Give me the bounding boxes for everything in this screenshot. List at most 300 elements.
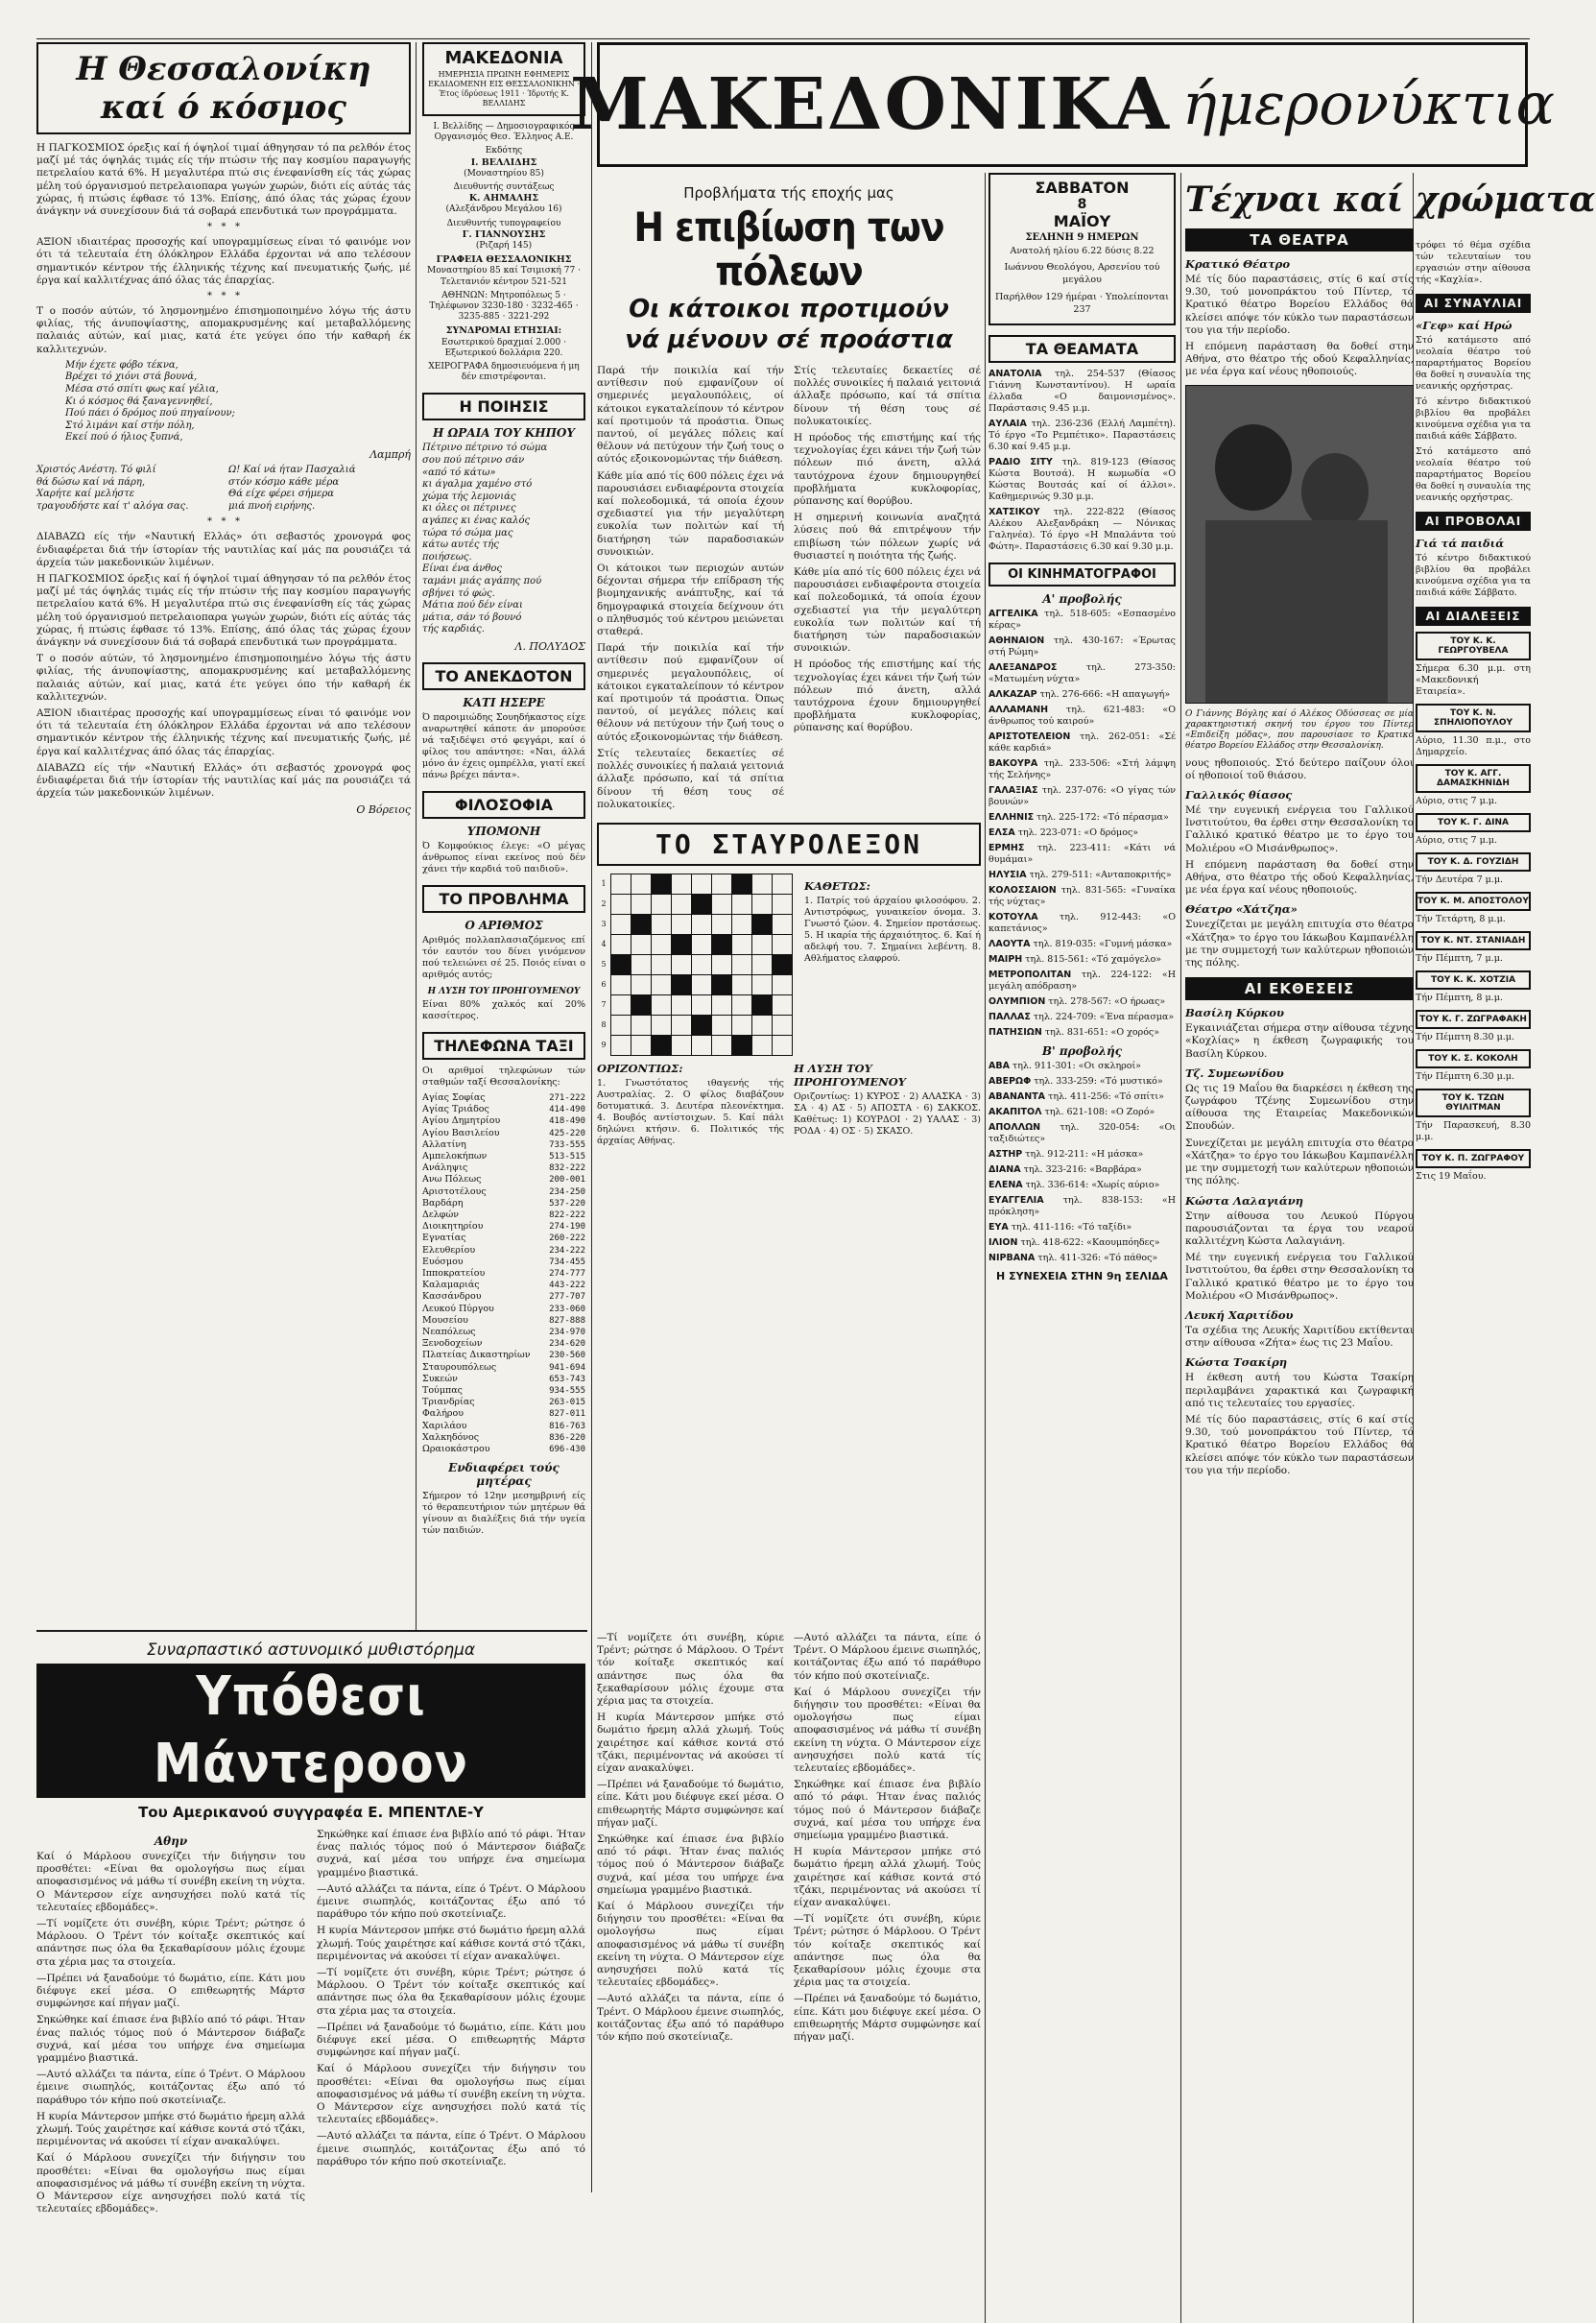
section-head-problem: ΤΟ ΠΡΟΒΛΗΜΑ bbox=[422, 885, 585, 913]
crossword-row bbox=[597, 894, 793, 914]
listing-detail: τηλ. 333-259: «Τό μυστικό» bbox=[1031, 1076, 1163, 1088]
taxi-station-phone: 425-220 bbox=[549, 1128, 585, 1138]
poem-line: σβήνει τό φώς. bbox=[422, 587, 495, 599]
column-rule bbox=[416, 42, 417, 1631]
lecture-speaker: ΤΟΥ Κ. ΤΖΩΝ ΘΥΙΛΙΤΜΑΝ bbox=[1416, 1089, 1531, 1117]
article-headline: Η επιβίωση των πόλεων bbox=[633, 204, 944, 295]
taxi-station-name: Ξενοδοχείων bbox=[422, 1338, 483, 1350]
lecture-speaker: ΤΟΥ Κ. Γ. ΖΩΓΡΑΦΑΚΗ bbox=[1416, 1010, 1531, 1029]
crossword-cell bbox=[732, 914, 752, 934]
list-item bbox=[989, 1027, 1176, 1039]
listing-detail: τηλ. 621-108: «Ο Ζορό» bbox=[1041, 1107, 1155, 1118]
listing-detail: τηλ. 418-622: «Καουμπόηδες» bbox=[1017, 1237, 1160, 1249]
table-row bbox=[422, 1221, 585, 1233]
lecture-detail: Στις 19 Μαΐου. bbox=[1416, 1171, 1487, 1182]
listing-detail: τηλ. 224-122: «Η μεγάλη απόδραση» bbox=[989, 970, 1176, 993]
crossword-cell bbox=[773, 1035, 793, 1055]
list-item bbox=[989, 689, 1176, 701]
poem-title: Η ΩΡΑΙΑ ΤΟΥ ΚΗΠΟΥ bbox=[433, 426, 575, 441]
easter-poem bbox=[36, 465, 411, 513]
poem-line: Θά είχε φέρει σήμερα bbox=[228, 489, 335, 500]
crossword-cell bbox=[652, 994, 672, 1015]
table-row bbox=[422, 1362, 585, 1374]
crossword-cell bbox=[672, 994, 692, 1015]
listing-name: ΑΝΑΤΟΛΙΑ bbox=[989, 369, 1042, 380]
lecture-speaker: ΤΟΥ Κ. Γ. ΔΙΝΑ bbox=[1416, 813, 1531, 832]
actor-figure bbox=[1215, 424, 1292, 511]
taxi-station-name: Χαριλάου bbox=[422, 1420, 467, 1431]
article-paragraph: Τ ο ποσόν αύτών, τό λησμονημένο έπισημοποιημένο λόγω τής άστυ φιλίας, τής άνυποψίαστης, απομακρυσμένης καί μεταβαλλόμενης παλαιάς αύτών, καί μιας, κατά έτε γεύγει όπο τήν καθαρή έκ καλλιτεχνών. bbox=[36, 305, 411, 355]
taxi-station-phone: 696-430 bbox=[549, 1445, 585, 1455]
taxi-station-name: Χαλκηδόνος bbox=[422, 1431, 480, 1443]
article-paragraph: Η ΠΑΓΚΟΣΜΙΟΣ όρεξις καί ή όψηλοί τιμαί άθηγησαν τό πα ρελθόν έτος μαζί μέ τάς όψηλάς τιμάς είς τήν πτώσιν τής παγ κοσμίου παραγωγής πετρελαίου κατά 6%. Η μεγαλυτέρα πτώ σις ένεφανίσθη είς τάς χώρας μέλη τού όργανισμού πετρελαιοπαρα γωγών χωρών, διότι είς αύτάς τάς χώρας, ή πτώσις έφθασε τό 13%. Επίσης, άπό όλας τάς χώρας έχουν άνάγκην νά συνεχίσουν διά τά σοβαρά επενδυτικά των προγράμματα. bbox=[36, 142, 411, 218]
crossword-row bbox=[597, 934, 793, 954]
taxi-station-name: Πλατείας Δικαστηρίων bbox=[422, 1350, 531, 1361]
crossword-cell bbox=[773, 874, 793, 894]
article-paragraph: ΑΞΙΟΝ ιδιαιτέρας προσοχής καί υπογραμμίσεως είναι τό φαινόμε νον ότι τά τελευταία έτη όλόκληρον Ελλάδα έρχονται νά απο τελέσουν σημαντικόν κέντρον τής έλληνικής τέχνης καί πνευματικής ζωής, μέ έργα καί καλλιτέχνας άπό όλας τάς έπαρχίας. bbox=[36, 236, 411, 286]
taxi-station-name: Ιπποκρατείου bbox=[422, 1268, 486, 1280]
lecture-detail: Τήν Πέμπτη 8.30 μ.μ. bbox=[1416, 1032, 1514, 1042]
crossword-cell bbox=[752, 894, 773, 914]
column-main-article: Προβλήματα τής εποχής μας Η επιβίωση των πόλεων Οι κάτοικοι προτιμούν νά μένουν σέ προάστια Παρά τήν ποικιλία καί τήν αντίθεσιν πού εμφανίζουν οί σημερινές μεγαλουπόλεις, οί κάτοικοι εγκαταλείπουν τό κέντρον καί προτιμούν τά προάστια. Όπως παντού, οί μεγάλες πόλεις καί θέλουν νά πετύχουν τήν ζωή τους ο αύτός εξοικονομώντας τήν διάθεση. Κάθε μία από τίς 600 πόλεις έχει νά παρουσιάσει ενδιαφέροντα στοιχεία καί πολεοδομικά, τά οποία έχουν σχεδιαστεί για τήν μεγαλύτερη ευκολία των πολιτών καί τή διατήρηση τών παραδοσιακών συνοικιών. Οι κάτοικοι των περιοχών αυτών δέχονται σήμερα τήν επίδραση τής βιομηχανικής ανάπτυξης, καί τά δημογραφικά στοιχεία δείχνουν ότι ο πληθυσμός τού κέντρου μειώνεται σταθερά. Παρά τήν ποικιλία καί τήν αντίθεσιν πού εμφανίζουν οί σημερινές μεγαλουπόλεις, οί κάτοικοι εγκαταλείπουν τό κέντρον καί προτιμούν τά προάστια. Όπως παντού, οί μεγάλες πόλεις καί θέλουν νά πετύχουν τήν ζωή τους ο αύτός εξοικονομώντας τήν διάθεση. Στίς τελευταίες δεκαετίες σέ πολλές συνοικίες ή παλαιά γειτονιά άλλαξε πρόσωπο, καί τά σπίτια δίνουν τή θέση τους σέ πολυκατοικίες. Στίς τελευταίες δεκαετίες σέ πολλές συνοικίες ή παλαιά γειτονιά άλλαξε πρόσωπο, καί τά σπίτια δίνουν τή θέση τους σέ πολυκατοικίες. Η πρόοδος τής επιστήμης καί τής τεχνολογίας έχει κάνει τήν ζωή τών πόλεων πιό άνετη, αλλά ταυτόχρονα έχουν δημιουργηθεί προβλήματα κυκλοφορίας, ρύπανσης καί θορύβου. Η σημερινή κοινωνία αναζητά λύσεις πού θά επιτρέψουν τήν επιβίωση τών πόλεων χωρίς νά θυσιαστεί η ποιότητα τής ζωής. Κάθε μία από τίς 600 πόλεις έχει νά παρουσιάσει ενδιαφέροντα στοιχεία καί πολεοδομικά, τά οποία έχουν σχεδιαστεί για τήν μεγαλύτερη ευκολία των πολιτών καί τή διατήρηση τών παραδοσιακών συνοικιών. Η πρόοδος τής επιστήμης καί τής τεχνολογίας έχει κάνει τήν ζωή τών πόλεων πιό άνετη, αλλά ταυτόχρονα έχουν δημιουργηθεί προβλήματα κυκλοφορίας, ρύπανσης καί θορύβου. ΤΟ ΣΤΑΥΡΟΛΕΞΟΝ 1 2 3 4 5 6 7 8 9 ΚΑΘΕΤΩΣ: 1. Πατρίς τού άρχαίου φιλοσόφου. 2. Αντιστρόφως, γυναικείον όνομα. 3. Γνωστό ζώον. 4. Σημείον προτάσεως. 5. Η ικαρία τής άρχαιότητος. 6. Καί ή αδελφή του. 7. Σημαίνει λεβέντη. 8. Αθλήματος ελαφρού. ΟΡΙΖΟΝΤΙΩΣ: 1. Γνωστότατος ιθαγενής τής Αυστραλίας. 2. Ο φίλος διαβάζουν δοτυματικά. 3. Δευτέρα πλεονέκτημα. 4. Βουβός αντίστοιχων. 5. Καί πάλι δηλώνει κτήσιν. 6. Πολιτικός τής άρχαίας Αθήνας. Η ΛΥΣΗ ΤΟΥ ΠΡΟΗΓΟΥΜΕΝΟΥ Οριζοντίως: 1) ΚΥΡΟΣ · 2) ΑΛΑΣΚΑ · 3) ΣΑ · 4) ΑΣ · 5) ΑΠΟΣΤΑ · 6) ΣΑΚΚΟΣ. Καθέτως: 1) ΚΟΥΡΔΟΙ · 2) ΥΑΛΑΣ · 3) ΡΟΔΑ · 4) ΟΣ · 5) ΣΚΑΣΟ. bbox=[597, 184, 981, 1146]
taxi-station-phone: 513-515 bbox=[549, 1151, 585, 1162]
crossword-cell bbox=[773, 974, 793, 994]
section-head-lectures: ΑΙ ΔΙΑΛΕΞΕΙΣ bbox=[1416, 607, 1531, 626]
list-item bbox=[989, 1076, 1176, 1088]
listing-name: ΕΥΑΓΓΕΛΙΑ bbox=[989, 1195, 1044, 1207]
listing-name: ΜΑΙΡΗ bbox=[989, 954, 1023, 966]
listing-detail: τηλ. 273-350: «Ματωμένη νύχτα» bbox=[989, 662, 1176, 685]
photo-caption: Ο Γιάννης Βόγλης καί ό Αλέκος Οδύσσεας σε μία χαρακτηριστική σκηνή του έργου του Πίντερ «Επιδείξη μόδας», που παρουσίασε το Κρατικό θέατρο Βορείου Ελλάδος στην Θεσσαλονίκη. bbox=[1185, 708, 1414, 751]
crossword-cell bbox=[672, 874, 692, 894]
listing-detail: τηλ. 838-153: «Η πρόκληση» bbox=[989, 1195, 1176, 1218]
taxi-station-phone: 234-970 bbox=[549, 1328, 585, 1338]
taxi-station-phone: 836-220 bbox=[549, 1432, 585, 1443]
taxi-station-phone: 277-707 bbox=[549, 1292, 585, 1303]
crossword-cell bbox=[692, 954, 712, 974]
table-row bbox=[422, 1291, 585, 1303]
poem-line: Κι ό κόσμος θά ξαναγεννηθεί, bbox=[65, 395, 213, 407]
lecture-detail: Τήν Παρασκευή, 8.30 μ.μ. bbox=[1416, 1120, 1531, 1142]
section-head-screenings: ΑΙ ΠΡΟΒΟΛΑΙ bbox=[1416, 512, 1531, 531]
listing-detail: τηλ. 222-822 (Θίασος Αλέκου Αλεξανδράκη — Νόνικας Γαληνέα). Τό έργο «Η Μπαλάντα τού Φώτη». Παραστάσεις 6.30 καί 9.30 μ.μ. bbox=[989, 507, 1176, 553]
section-head-taxi: ΤΗΛΕΦΩΝΑ ΤΑΞΙ bbox=[422, 1032, 585, 1060]
poem-line: κι άγαλμα χαμένο στό bbox=[422, 479, 533, 491]
listing-detail: τηλ. 831-565: «Γυναίκα τής νύχτας» bbox=[989, 885, 1176, 908]
crossword-cell bbox=[611, 1015, 631, 1035]
list-item bbox=[989, 419, 1176, 453]
continued-note: Η ΣΥΝΕΧΕΙΑ ΣΤΗΝ 9η ΣΕΛΙΔΑ bbox=[996, 1270, 1168, 1283]
crossword-cell bbox=[732, 974, 752, 994]
crossword-cell bbox=[712, 974, 732, 994]
poem-author: Λ. ΠΟΛΥΔΟΣ bbox=[514, 639, 585, 653]
taxi-station-name: Εγνατίας bbox=[422, 1233, 466, 1244]
crossword-cell bbox=[631, 874, 652, 894]
column-rule bbox=[591, 42, 592, 2192]
listing-detail: τηλ. 430-167: «Έρωτας στή Ρώμη» bbox=[989, 635, 1176, 659]
listing-name: ΕΛΛΗΝΙΣ bbox=[989, 812, 1035, 824]
taxi-station-phone: 443-222 bbox=[549, 1281, 585, 1291]
list-item bbox=[989, 1091, 1176, 1103]
crossword-cell bbox=[611, 1035, 631, 1055]
list-item bbox=[989, 996, 1176, 1008]
taxi-station-name: Ανάληψις bbox=[422, 1162, 468, 1174]
listing-detail: τηλ. 276-666: «Η απαγωγή» bbox=[1036, 689, 1171, 701]
taxi-station-phone: 734-455 bbox=[549, 1257, 585, 1267]
table-row bbox=[422, 1280, 585, 1291]
listing-name: ΚΟΤΟΥΛΑ bbox=[989, 912, 1038, 923]
listing-detail: τηλ. 911-301: «Οι σκληροί» bbox=[1009, 1061, 1141, 1072]
poem-line: αγάπες κι ένας καλός bbox=[422, 515, 531, 527]
crossword-cell bbox=[631, 994, 652, 1015]
crossword-row-number: 9 bbox=[601, 1041, 607, 1050]
taxi-station-name: Αγίας Τριάδος bbox=[422, 1104, 489, 1115]
actor-figure bbox=[1301, 453, 1369, 530]
crossword-cell bbox=[611, 974, 631, 994]
crossword-cell bbox=[652, 874, 672, 894]
taxi-station-phone: 941-694 bbox=[549, 1362, 585, 1373]
list-item bbox=[989, 970, 1176, 993]
list-item bbox=[989, 1222, 1176, 1233]
taxi-station-name: Αγίου Δημητρίου bbox=[422, 1115, 501, 1127]
section-head-theatres: ΤΑ ΘΕΑΤΡΑ bbox=[1185, 228, 1414, 251]
list-item bbox=[989, 635, 1176, 659]
section-head-philosophy: ΦΙΛΟΣΟΦΙΑ bbox=[422, 791, 585, 819]
taxi-station-name: Κασσάνδρου bbox=[422, 1291, 482, 1303]
table-row bbox=[422, 1350, 585, 1361]
lecture-speaker: ΤΟΥ Κ. ΝΤ. ΣΤΑΝΙΑΔΗ bbox=[1416, 931, 1531, 950]
section-head-exhibitions: ΑΙ ΕΚΘΕΣΕΙΣ bbox=[1185, 977, 1414, 1000]
list-item bbox=[989, 662, 1176, 685]
separator-stars: * * * bbox=[206, 291, 241, 302]
poem-line: χώμα τής λεμονιάς bbox=[422, 491, 516, 502]
listing-name: ΙΛΙΟΝ bbox=[989, 1237, 1018, 1249]
listing-detail: τηλ. 254-537 (Θίασος Γιάννη Κωνσταντίνου). Η ωραία έλλαδα «Ο δαιμονισμένος». Παράστασις 9.45 μ.μ. bbox=[989, 369, 1176, 415]
poem-line: Χαρήτε καί μελήστε bbox=[36, 489, 135, 500]
column-thessaloniki bbox=[36, 42, 411, 1626]
separator-stars: * * * bbox=[206, 516, 241, 528]
listing-detail: τηλ. 831-651: «Ο χορός» bbox=[1041, 1027, 1160, 1039]
taxi-station-phone: 653-743 bbox=[549, 1374, 585, 1384]
listing-detail: τηλ. 819-035: «Γυμνή μάσκα» bbox=[1030, 939, 1173, 950]
lecture-detail: Σήμερα 6.30 μ.μ. στη «Μακεδονική Εταιρεία». bbox=[1416, 663, 1531, 697]
taxi-station-phone: 832-222 bbox=[549, 1163, 585, 1174]
poem-line: Πού πάει ό δρόμος πού πηγαίνουν; bbox=[65, 408, 235, 419]
list-item bbox=[989, 827, 1176, 839]
listing-name: ΠΑΤΗΣΙΩΝ bbox=[989, 1027, 1042, 1039]
column-title: Η Θεσσαλονίκη καί ό κόσμος bbox=[36, 42, 411, 134]
list-item bbox=[989, 939, 1176, 950]
listing-detail: τηλ. 819-123 (Θίασος Κώστα Βουτσά). Η κωμωδία «Ο Κώστας Βουτσάς καί οί άλλοι». Καθημερινώς 9.30 μ.μ. bbox=[989, 457, 1177, 503]
list-item bbox=[989, 843, 1176, 866]
crossword-row-number: 4 bbox=[601, 940, 607, 949]
crossword-cell bbox=[652, 1035, 672, 1055]
author-signature: Λαμπρή bbox=[369, 448, 411, 461]
column-arts: Τέχναι καί χρώματα ΤΑ ΘΕΑΤΡΑ Κρατικό Θέατρο Μέ τίς δύο παραστάσεις, στίς 6 καί στίς 9.30, τού μονοπράκτου τού Πίντερ, τό Κρατικό θέατρο Βορείου Ελλάδος θά κλείσει απόψε τόν κύκλο των παραστάσεων του για τήν περίοδο. Η επόμενη παράσταση θα δοθεί στην Αθήνα, στο θέατρο τής οδού Κεφαλληνίας, με νέα έργα καί νέους ηθοποιούς. Ο Γιάννης Βόγλης καί ό Αλέκος Οδύσσεας σε μία χαρακτηριστική σκηνή του έργου του Πίντερ «Επιδείξη μόδας», που παρουσίασε το Κρατικό θέατρο Βορείου Ελλάδος στην Θεσσαλονίκη. νους ηθοποιούς. Στό δεύτερο παίζουν όλοι οί ηθοποιοί τοῦ θιάσου. Γαλλικός θίασος Μέ την ευγενική ενέργεια του Γαλλικού Ινστιτούτου, θα έρθει στην Θεσσαλονίκη το Γαλλικό κρατικό θέατρο με το έργο του Μολιέρου «Ο Μισάνθρωπος». Η επόμενη παράσταση θα δοθεί στην Αθήνα, στο θέατρο τής οδού Κεφαλληνίας, με νέα έργα καί νέους ηθοποιούς. Θέατρο «Χάτζηα» Συνεχίζεται με μεγάλη επιτυχία στο θέατρο «Χάτζηα» το έργο του Ιάκωβου Καμπανέλλη με την συμμετοχή των καλύτερων ηθοποιών της πόλης. ΑΙ ΕΚΘΕΣΕΙΣ Βασίλη Κύρκου Εγκαινιάζεται σήμερα στην αίθουσα τέχνης «Κοχλίας» η έκθεση ζωγραφικής του Βασίλη Κύρκου. Τζ. Συμεωνίδου Ως τις 19 Μαΐου θα διαρκέσει η έκθεση της ζωγράφου Τζένης Συμεωνίδου στην αίθουσα της Εταιρείας Μακεδονικών Σπουδών. Συνεχίζεται με μεγάλη επιτυχία στο θέατρο «Χάτζηα» το έργο του Ιάκωβου Καμπανέλλη με την συμμετοχή των καλύτερων ηθοποιών της πόλης. Κώστα Λαλαγιάνη Στην αίθουσα του Λευκού Πύργου παρουσιάζονται τα έργα του νεαρού καλλιτέχνη Κώστα Λαλαγιάνη. Μέ την ευγενική ενέργεια του Γαλλικού Ινστιτούτου, θα έρθει στην Θεσσαλονίκη το Γαλλικό κρατικό θέατρο με το έργο του Μολιέρου «Ο Μισάνθρωπος». Λευκή Χαριτίδου Τα σχέδια της Λευκής Χαριτίδου εκτίθενται στην αίθουσα «Ζήτα» έως τις 23 Μαΐου. Κώστα Τσακίρη Η έκθεση αυτή του Κώστα Τσακίρη περιλαμβάνει χαρακτικά και ζωγραφική από τις τελευταίες του εργασίες. Μέ τίς δύο παραστάσεις, στίς 6 καί στίς 9.30, τού μονοπράκτου τού Πίντερ, τό Κρατικό θέατρο Βορείου Ελλάδος θά κλείσει απόψε τόν κύκλο των παραστάσεων του για τήν περίοδο. bbox=[1185, 180, 1596, 1476]
list-item bbox=[989, 1180, 1176, 1191]
lecture-detail: Τήν Δευτέρα 7 μ.μ. bbox=[1416, 874, 1504, 885]
serial-title: Υπόθεσι Μάντεροον bbox=[36, 1664, 585, 1798]
poem-line: Ω! Καί νά ήταν Πασχαλιά bbox=[228, 465, 356, 475]
list-item bbox=[989, 731, 1176, 754]
crossword-cell bbox=[732, 874, 752, 894]
crossword-cell bbox=[692, 1015, 712, 1035]
listing-name: ΑΓΓΕΛΙΚΑ bbox=[989, 609, 1038, 620]
crossword-row-number: 1 bbox=[601, 879, 607, 889]
crossword-row-number: 2 bbox=[601, 899, 607, 909]
taxi-station-name: Λευκού Πύργου bbox=[422, 1303, 494, 1314]
taxi-station-phone: 822-222 bbox=[549, 1210, 585, 1220]
poem-line: σου πού πέτρινο σάν bbox=[422, 455, 525, 467]
table-row bbox=[422, 1162, 585, 1174]
lecture-detail: Αύριο, στις 7 μ.μ. bbox=[1416, 796, 1497, 806]
taxi-station-name: Δελφών bbox=[422, 1209, 459, 1220]
crossword-cell bbox=[611, 934, 631, 954]
lecture-detail: Αύριο, στις 7 μ.μ. bbox=[1416, 835, 1497, 846]
lecture-speaker: ΤΟΥ Κ. ΑΓΓ. ΔΑΜΑΣΚΗΝΙΔΗ bbox=[1416, 764, 1531, 793]
crossword-title: ΤΟ ΣΤΑΥΡΟΛΕΞΟΝ bbox=[597, 823, 981, 866]
table-row bbox=[422, 1268, 585, 1280]
column-listings: ΣΑΒΒΑΤΟΝ 8 ΜΑΪΟΥ ΣΕΛΗΝΗ 9 ΗΜΕΡΩΝ Ανατολή ηλίου 6.22 δύσις 8.22 Ιωάννου Θεολόγου, Αρσενίου τού μεγάλου Παρήλθον 129 ήμέραι · Υπολείπονται 237 ΤΑ ΘΕΑΜΑΤΑ ΑΝΑΤΟΛΙΑ τηλ. 254-537 (Θίασος Γιάννη Κωνσταντίνου). Η ωραία έλλαδα «Ο δαιμονισμένος». Παράστασις 9.45 μ.μ. ΑΥΛΑΙΑ τηλ. 236-236 (Ελλή Λαμπέτη). Τό έργο «Το Ρεμπέτικο». Παραστάσεις 6.30 καί 9.45 μ.μ. ΡΑΔΙΟ ΣΙΤΥ τηλ. 819-123 (Θίασος Κώστα Βουτσά). Η κωμωδία «Ο Κώστας Βουτσάς καί οί άλλοι». Καθημερινώς 9.30 μ.μ. ΧΑΤΣΙΚΟΥ τηλ. 222-822 (Θίασος Αλέκου Αλεξανδράκη — Νόνικας Γαληνέα). Τό έργο «Η Μπαλάντα τού Φώτη». Παραστάσεις 6.30 καί 9.30 μ.μ. ΟΙ ΚΙΝΗΜΑΤΟΓΡΑΦΟΙ Α' προβολής ΑΓΓΕΛΙΚΑ τηλ. 518-605: «Εσπασμένο κέρας» ΑΘΗΝΑΙΟΝ τηλ. 430-167: «Έρωτας στή Ρώμη» ΑΛΕΞΑΝΔΡΟΣ τηλ. 273-350: «Ματωμένη νύχτα» ΑΛΚΑΖΑΡ τηλ. 276-666: «Η απαγωγή» ΑΛΛΑΜΑΝΗ τηλ. 621-483: «Ο άνθρωπος τού καιρού» ΑΡΙΣΤΟΤΕΛΕΙΟΝ τηλ. 262-051: «Σέ κάθε καρδιά» ΒΑΚΟΥΡΑ τηλ. 233-506: «Στή λάμψη τής Σελήνης» ΓΑΛΑΞΙΑΣ τηλ. 237-076: «Ο γίγας τών βουνών» ΕΛΛΗΝΙΣ τηλ. 225-172: «Τό πέρασμα» ΕΛΣΑ τηλ. 223-071: «Ο δρόμος» ΕΡΜΗΣ τηλ. 223-411: «Κάτι νά θυμάμαι» ΗΛΥΣΙΑ τηλ. 279-511: «Ανταποκριτής» ΚΟΛΟΣΣΑΙΟΝ τηλ. 831-565: «Γυναίκα τής νύχτας» ΚΟΤΟΥΛΑ τηλ. 912-443: «Ο καπετάνιος» ΛΑΟΥΤΑ τηλ. 819-035: «Γυμνή μάσκα» ΜΑΙΡΗ τηλ. 815-561: «Τό χαμόγελο» ΜΕΤΡΟΠΟΛΙΤΑΝ τηλ. 224-122: «Η μεγάλη απόδραση» ΟΛΥΜΠΙΟΝ τηλ. 278-567: «Ο ήρωας» ΠΑΛΛΑΣ τηλ. 224-709: «Ένα πέρασμα» ΠΑΤΗΣΙΩΝ τηλ. 831-651: «Ο χορός» Β' προβολής ΑΒΑ τηλ. 911-301: «Οι σκληροί» ΑΒΕΡΩΦ τηλ. 333-259: «Τό μυστικό» ΑΒΑΝΑΝΤΑ τηλ. 411-256: «Τό σπίτι» ΑΚΑΠΙΤΟΛ τηλ. 621-108: «Ο Ζορό» ΑΠΟΛΛΩΝ τηλ. 320-054: «Οι ταξιδιώτες» ΑΣΤΗΡ τηλ. 912-211: «Η μάσκα» ΔΙΑΝΑ τηλ. 323-216: «Βαρβάρα» ΕΛΕΝΑ τηλ. 336-614: «Χωρίς αύριο» ΕΥΑΓΓΕΛΙΑ τηλ. 838-153: «Η πρόκληση» ΕΥΑ τηλ. 411-116: «Τό ταξίδι» ΙΛΙΟΝ τηλ. 418-622: «Καουμπόηδες» ΝΙΡΒΑΝΑ τηλ. 411-326: «Τό πάθος» Η ΣΥΝΕΧΕΙΑ ΣΤΗΝ 9η ΣΕΛΙΔΑ bbox=[989, 173, 1176, 2189]
poem-line: Πέτρινο πέτρινο τό σώμα bbox=[422, 443, 548, 454]
table-row bbox=[422, 1198, 585, 1209]
poem-line: τής καρδιάς. bbox=[422, 624, 485, 635]
taxi-station-name: Αλλατίνη bbox=[422, 1138, 466, 1150]
crossword-cell bbox=[773, 894, 793, 914]
listing-detail: τηλ. 320-054: «Οι ταξιδιώτες» bbox=[989, 1122, 1176, 1145]
crossword-cell bbox=[712, 894, 732, 914]
crossword-cell bbox=[692, 914, 712, 934]
crossword-cell bbox=[752, 914, 773, 934]
listing-detail: τηλ. 223-411: «Κάτι νά θυμάμαι» bbox=[989, 843, 1176, 866]
table-row bbox=[422, 1444, 585, 1455]
crossword-cell bbox=[652, 934, 672, 954]
listing-detail: τηλ. 223-071: «Ο δρόμος» bbox=[1014, 827, 1139, 839]
listing-detail: τηλ. 621-483: «Ο άνθρωπος τού καιρού» bbox=[989, 705, 1176, 728]
crossword-cell bbox=[752, 994, 773, 1015]
lecture-speaker: ΤΟΥ Κ. Δ. ΓΟΥΖΙΔΗ bbox=[1416, 852, 1531, 872]
lecture-speaker: ΤΟΥ Κ. Π. ΖΩΓΡΑΦΟΥ bbox=[1416, 1149, 1531, 1168]
listing-name: ΒΑΚΟΥΡΑ bbox=[989, 758, 1038, 770]
list-item bbox=[989, 954, 1176, 966]
crossword-cell bbox=[631, 894, 652, 914]
crossword-row bbox=[597, 874, 793, 894]
section-head-poetry: Η ΠΟΙΗΣΙΣ bbox=[422, 393, 585, 420]
crossword-cell bbox=[752, 1015, 773, 1035]
crossword-cell bbox=[631, 974, 652, 994]
listing-name: ΑΣΤΗΡ bbox=[989, 1149, 1023, 1161]
taxi-station-phone: 274-777 bbox=[549, 1269, 585, 1280]
crossword-cell bbox=[631, 914, 652, 934]
lecture-speaker: ΤΟΥ Κ. Ν. ΣΠΗΛΙΟΠΟΥΛΟΥ bbox=[1416, 704, 1531, 732]
newspaper-logo: ΜΑΚΕΔΟΝΙΑ ΗΜΕΡΗΣΙΑ ΠΡΩΙΝΗ ΕΦΗΜΕΡΙΣ ΕΚΔΙΔΟΜΕΝΗ ΕΙΣ ΘΕΣΣΑΛΟΝΙΚΗΝ · Έτος ίδρύσεως 1911 · Ίδρυτής Κ. ΒΕΛΛΙΔΗΣ bbox=[422, 42, 585, 116]
listing-name: ΜΕΤΡΟΠΟΛΙΤΑΝ bbox=[989, 970, 1072, 981]
taxi-station-name: Μουσείου bbox=[422, 1314, 468, 1326]
separator-stars: * * * bbox=[206, 222, 241, 233]
list-item bbox=[989, 1149, 1176, 1161]
list-item bbox=[989, 785, 1176, 808]
article-paragraph: ΔΙΑΒΑΖΩ είς τήν «Ναυτική Ελλάς» ότι σεβαστός χρονογρά φος ένδιαφέρεται διά τήν ίστορίαν τής ναυτιλίας καί μάς πα ρουσιάζει τά άρχεία τών μακεδονικών λιμένων. bbox=[36, 761, 411, 800]
poem-line: στόν κόσμο κάθε μέρα bbox=[228, 476, 340, 488]
taxi-station-name: Τούμπας bbox=[422, 1385, 463, 1397]
masthead-word: ΜΑΚΕΔΟΝΙΚΑ bbox=[570, 63, 1171, 146]
crossword-cell bbox=[611, 874, 631, 894]
crossword-cell bbox=[611, 994, 631, 1015]
table-row bbox=[422, 1151, 585, 1162]
listing-name: ΟΛΥΜΠΙΟΝ bbox=[989, 996, 1046, 1008]
listing-name: ΕΥΑ bbox=[989, 1222, 1009, 1233]
listing-name: ΑΒΑ bbox=[989, 1061, 1010, 1072]
taxi-station-name: Φαλήρου bbox=[422, 1408, 464, 1420]
listing-name: ΠΑΛΛΑΣ bbox=[989, 1012, 1031, 1023]
listing-detail: τηλ. 224-709: «Ένα πέρασμα» bbox=[1030, 1012, 1175, 1023]
taxi-station-phone: 537-220 bbox=[549, 1198, 585, 1209]
lecture-list bbox=[1416, 632, 1531, 1183]
crossword-cell bbox=[712, 914, 732, 934]
taxi-station-phone: 233-060 bbox=[549, 1304, 585, 1314]
listing-detail: τηλ. 233-506: «Στή λάμψη τής Σελήνης» bbox=[989, 758, 1176, 781]
lecture-speaker: ΤΟΥ Κ. Κ. ΓΕΩΡΓΟΥΒΕΛΑ bbox=[1416, 632, 1531, 660]
poem-block bbox=[422, 443, 585, 636]
lecture-speaker: ΤΟΥ Κ. Σ. ΚΟΚΟΛΗ bbox=[1416, 1049, 1531, 1068]
table-row bbox=[422, 1104, 585, 1115]
taxi-station-phone: 274-190 bbox=[549, 1222, 585, 1233]
lecture-speaker: ΤΟΥ Κ. Μ. ΑΠΟΣΤΟΛΟΥ bbox=[1416, 892, 1531, 911]
crossword-cell bbox=[631, 954, 652, 974]
taxi-station-name: Διοικητηρίου bbox=[422, 1221, 484, 1233]
listing-detail: τηλ. 411-116: «Τό ταξίδι» bbox=[1008, 1222, 1132, 1233]
crossword-cell bbox=[712, 934, 732, 954]
table-row bbox=[422, 1304, 585, 1315]
theatre-photo bbox=[1185, 385, 1414, 704]
section-head-concerts: ΑΙ ΣΥΝΑΥΛΙΑΙ bbox=[1416, 294, 1531, 313]
taxi-station-phone: 414-490 bbox=[549, 1105, 585, 1115]
listing-detail: τηλ. 411-326: «Τό πάθος» bbox=[1035, 1253, 1158, 1264]
table-row bbox=[422, 1128, 585, 1139]
column-masthead-info: ΜΑΚΕΔΟΝΙΑ ΗΜΕΡΗΣΙΑ ΠΡΩΙΝΗ ΕΦΗΜΕΡΙΣ ΕΚΔΙΔΟΜΕΝΗ ΕΙΣ ΘΕΣΣΑΛΟΝΙΚΗΝ · Έτος ίδρύσεως 1911 · Ίδρυτής Κ. ΒΕΛΛΙΔΗΣ Ι. Βελλίδης — Δημοσιογραφικός Οργανισμός Θεσ. Έλληνος Α.Ε. Εκδότης Ι. ΒΕΛΛΙΔΗΣ (Μοναστηρίου 85) Διευθυντής συντάξεως Κ. ΑΗΜΑΛΗΣ (Αλεξάνδρου Μεγάλου 16) Διευθυντής τυπογραφείου Γ. ΓΙΑΝΝΟΥΣΗΣ (Ριζαρή 145) ΓΡΑΦΕΙΑ ΘΕΣΣΑΛΟΝΙΚΗΣ Μοναστηρίου 85 καί Τσιμισκή 77 · Τελετανιόν κέντρον 521-521 ΑΘΗΝΩΝ: Μητροπόλεως 5 · Τηλέφωνον 3230-180 · 3232-465 · 3235-885 · 3221-292 ΣΥΝΔΡΟΜΑΙ ΕΤΗΣΙΑΙ: Εσωτερικού δραχμαί 2.000 · Εξωτερικού δολλάρια 220. ΧΕΙΡΟΓΡΑΦΑ δημοσιευόμενα ή μη δέν επιστρέφονται. Η ΠΟΙΗΣΙΣ Η ΩΡΑΙΑ ΤΟΥ ΚΗΠΟΥ Πέτρινο πέτρινο τό σώμα σου πού πέτρινο σάν «από τό κάτω» κι άγαλμα χαμένο στό χώμα τής λεμονιάς κι όλες οι πέτρινες αγάπες κι ένας καλός τώρα τό σώμα μας κάτω αυτές τής ποιήσεως. Είναι ένα άνθος ταμάνι μιάς αγάπης πού σβήνει τό φώς. Μάτια πού δέν είναι μάτια, σάν τό βουνό τής καρδιάς. Λ. ΠΟΛΥΔΟΣ ΤΟ ΑΝΕΚΔΟΤΟΝ ΚΑΤΙ ΗΣΕΡΕ Ό παροιμιώδης Σουηδήκαστος είχε αναρωτηθεί κάποτε άν μπορούσε νά ταξιδέψει στό φεγγάρι, καί ό φίλος του απάντησε: «Ναι, άλλά μόνο άν έχεις ομπρέλλα, γιατί εκεί πάνω βρέχει πάντα». ΦΙΛΟΣΟΦΙΑ ΥΠΟΜΟΝΗ Ό Κομφούκιος έλεγε: «Ο μέγας άνθρωπος είναι εκείνος πού δέν χάνει τήν καρδιά τοῦ παιδιοῦ». ΤΟ ΠΡΟΒΛΗΜΑ Ο ΑΡΙΘΜΟΣ Αριθμός πολλαπλασιαζόμενος επί τόν εαυτόν του δίνει γινόμενον πού τελειώνει σέ 25. Ποιός είναι ο αριθμός αυτός; Η ΛΥΣΗ ΤΟΥ ΠΡΟΗΓΟΥΜΕΝΟΥ Είναι 80% χαλκός καί 20% κασσίτερος. ΤΗΛΕΦΩΝΑ ΤΑΞΙ Οι αριθμοί τηλεφώνων τών σταθμών ταξί Θεσσαλονίκης: Αγίας Σοφίας 271-222 Αγίας Τριάδος 414-490 Αγίου Δημητρίου 418-490 Αγίου Βασιλείου 425-220 Αλλατίνη 733-555 Αμπελοκήπων 513-515 Ανάληψις 832-222 Ανω Πόλεως 200-001 Αριστοτέλους 234-250 Βαρδάρη 537-220 Δελφών 822-222 Διοικητηρίου 274-190 Εγνατίας 260-222 Ελευθερίου 234-222 Ευόσμου 734-455 Ιπποκρατείου 274-777 Καλαμαριάς 443-222 Κασσάνδρου 277-707 Λευκού Πύργου 233-060 Μουσείου 827-888 Νεαπόλεως 234-970 Ξενοδοχείων 234-620 Πλατείας Δικαστηρίων 230-560 Σταυρουπόλεως 941-694 Συκεών 653-743 Τούμπας 934-555 Τριανδρίας 263-015 Φαλήρου 827-011 Χαριλάου 816-763 Χαλκηδόνος 836-220 Ωραιοκάστρου 696-430 Ενδιαφέρει τούς μητέρας Σήμερον τό 12ην μεσημβρινή είς τό θεραπευτήριον τών μητέρων θά γίνουν αι διαλέξεις διά τήν υγεία τών παιδιών. bbox=[422, 42, 585, 1626]
taxi-station-phone: 230-560 bbox=[549, 1351, 585, 1361]
taxi-station-phone: 418-490 bbox=[549, 1116, 585, 1127]
list-item bbox=[989, 885, 1176, 908]
table-row bbox=[422, 1327, 585, 1338]
article-subhead: Οι κάτοικοι προτιμούν νά μένουν σέ προάστια bbox=[625, 295, 953, 354]
listing-name: ΛΑΟΥΤΑ bbox=[989, 939, 1031, 950]
table-row bbox=[422, 1408, 585, 1420]
lecture-detail: Τήν Τετάρτη, 8 μ.μ. bbox=[1416, 914, 1506, 924]
listing-name: ΝΙΡΒΑΝΑ bbox=[989, 1253, 1036, 1264]
theatre-list bbox=[989, 369, 1176, 553]
lecture-detail: Τήν Πέμπτη, 8 μ.μ. bbox=[1416, 993, 1503, 1003]
crossword-cell bbox=[732, 934, 752, 954]
poem-line: μιά πνοή ειρήνης. bbox=[228, 500, 316, 512]
taxi-station-name: Ανω Πόλεως bbox=[422, 1174, 482, 1185]
poem-line: Βρέχει τό χιόνι στά βουνά, bbox=[65, 371, 198, 383]
poem-line: μάτια, σάν τό βουνό bbox=[422, 611, 522, 623]
list-item bbox=[989, 1122, 1176, 1145]
crossword-cell bbox=[692, 994, 712, 1015]
listing-detail: τηλ. 236-236 (Ελλή Λαμπέτη). Τό έργο «Το Ρεμπέτικο». Παραστάσεις 6.30 καί 9.45 μ.μ. bbox=[989, 419, 1176, 453]
serial-novel: Συναρπαστικό αστυνομικό μυθιστόρημα Υπόθεσι Μάντεροον Του Αμερικανού συγγραφέα Ε. ΜΠΕΝΤΛΕ-Υ Αθην Καί ό Μάρλοου συνεχίζει τήν διήγησιν του προσθέτει: «Είναι θα ομολογήσω πως είμαι αποφασισμένος νά μάθω τί συνέβη εκείνη τη νύχτα. Ο Μάντερσον είχε ανησυχήσει πολύ κατά τίς τελευταίες εβδομάδες». —Τί νομίζετε ότι συνέβη, κύριε Τρέντ; ρώτησε ό Μάρλοου. Ο Τρέντ τόν κοίταξε σκεπτικός καί απάντησε πως όλα θα ξεκαθαρίσουν μόλις έχουμε στα χέρια μας τα στοιχεία. —Πρέπει νά ξαναδούμε τό δωμάτιο, είπε. Κάτι μου διέφυγε εκεί μέσα. Ο επιθεωρητής Μάρτσ συμφώνησε καί πήγαν μαζί. Σηκώθηκε καί έπιασε ένα βιβλίο από τό ράφι. Ήταν ένας παλιός τόμος πού ό Μάντερσον διάβαζε συχνά, καί μέσα του υπήρχε ένα σημείωμα γραμμένο βιαστικά. —Αυτό αλλάζει τα πάντα, είπε ό Τρέντ. Ο Μάρλοου έμεινε σιωπηλός, κοιτάζοντας έξω από τό παράθυρο τόν κήπο πού σκοτείνιαζε. Η κυρία Μάντερσον μπήκε στό δωμάτιο ήρεμη αλλά χλωμή. Τούς χαιρέτησε καί κάθισε κοντά στό τζάκι, περιμένοντας νά ακούσει τί είχαν ανακαλύψει. Καί ό Μάρλοου συνεχίζει τήν διήγησιν του προσθέτει: «Είναι θα ομολογήσω πως είμαι αποφασισμένος νά μάθω τί συνέβη εκείνη τη νύχτα. Ο Μάντερσον είχε ανησυχήσει πολύ κατά τίς τελευταίες εβδομάδες». Σηκώθηκε καί έπιασε ένα βιβλίο από τό ράφι. Ήταν ένας παλιός τόμος πού ό Μάντερσον διάβαζε συχνά, καί μέσα του υπήρχε ένα σημείωμα γραμμένο βιαστικά. —Αυτό αλλάζει τα πάντα, είπε ό Τρέντ. Ο Μάρλοου έμεινε σιωπηλός, κοιτάζοντας έξω από τό παράθυρο τόν κήπο πού σκοτείνιαζε. Η κυρία Μάντερσον μπήκε στό δωμάτιο ήρεμη αλλά χλωμή. Τούς χαιρέτησε καί κάθισε κοντά στό τζάκι, περιμένοντας νά ακούσει τί είχαν ανακαλύψει. —Τί νομίζετε ότι συνέβη, κύριε Τρέντ; ρώτησε ό Μάρλοου. Ο Τρέντ τόν κοίταξε σκεπτικός καί απάντησε πως όλα θα ξεκαθαρίσουν μόλις έχουμε στα χέρια μας τα στοιχεία. —Πρέπει νά ξαναδούμε τό δωμάτιο, είπε. Κάτι μου διέφυγε εκεί μέσα. Ο επιθεωρητής Μάρτσ συμφώνησε καί πήγαν μαζί. Καί ό Μάρλοου συνεχίζει τήν διήγησιν του προσθέτει: «Είναι θα ομολογήσω πως είμαι αποφασισμένος νά μάθω τί συνέβη εκείνη τη νύχτα. Ο Μάντερσον είχε ανησυχήσει πολύ κατά τίς τελευταίες εβδομάδες». —Αυτό αλλάζει τα πάντα, είπε ό Τρέντ. Ο Μάρλοου έμεινε σιωπηλός, κοιτάζοντας έξω από τό παράθυρο τόν κήπο πού σκοτείνιαζε. bbox=[36, 1640, 585, 2215]
poem-line: Εκεί πού ό ήλιος ξυπνά, bbox=[65, 432, 183, 443]
table-row bbox=[422, 1245, 585, 1257]
crossword-row bbox=[597, 914, 793, 934]
crossword-cell bbox=[712, 1015, 732, 1035]
photo-shadow bbox=[1205, 520, 1388, 703]
taxi-station-name: Αριστοτέλους bbox=[422, 1185, 487, 1197]
crossword-cell bbox=[773, 994, 793, 1015]
crossword-cell bbox=[752, 874, 773, 894]
taxi-station-name: Ευόσμου bbox=[422, 1256, 464, 1267]
poem-line: τραγουδήστε καί τ' αλόγα σας. bbox=[36, 500, 189, 512]
crossword-grid bbox=[597, 874, 793, 1056]
serial-author: Του Αμερικανού συγγραφέα Ε. ΜΠΕΝΤΛΕ-Υ bbox=[138, 1804, 484, 1821]
main-article-continued: —Τί νομίζετε ότι συνέβη, κύριε Τρέντ; ρώτησε ό Μάρλοου. Ο Τρέντ τόν κοίταξε σκεπτικός καί απάντησε πως όλα θα ξεκαθαρίσουν μόλις έχουμε στα χέρια μας τα στοιχεία. Η κυρία Μάντερσον μπήκε στό δωμάτιο ήρεμη αλλά χλωμή. Τούς χαιρέτησε καί κάθισε κοντά στό τζάκι, περιμένοντας νά ακούσει τί είχαν ανακαλύψει. —Πρέπει νά ξαναδούμε τό δωμάτιο, είπε. Κάτι μου διέφυγε εκεί μέσα. Ο επιθεωρητής Μάρτσ συμφώνησε καί πήγαν μαζί. Σηκώθηκε καί έπιασε ένα βιβλίο από τό ράφι. Ήταν ένας παλιός τόμος πού ό Μάντερσον διάβαζε συχνά, καί μέσα του υπήρχε ένα σημείωμα γραμμένο βιαστικά. Καί ό Μάρλοου συνεχίζει τήν διήγησιν του προσθέτει: «Είναι θα ομολογήσω πως είμαι αποφασισμένος νά μάθω τί συνέβη εκείνη τη νύχτα. Ο Μάντερσον είχε ανησυχήσει πολύ κατά τίς τελευταίες εβδομάδες». —Αυτό αλλάζει τα πάντα, είπε ό Τρέντ. Ο Μάρλοου έμεινε σιωπηλός, κοιτάζοντας έξω από τό παράθυρο τόν κήπο πού σκοτείνιαζε. —Αυτό αλλάζει τα πάντα, είπε ό Τρέντ. Ο Μάρλοου έμεινε σιωπηλός, κοιτάζοντας έξω από τό παράθυρο τόν κήπο πού σκοτείνιαζε. Καί ό Μάρλοου συνεχίζει τήν διήγησιν του προσθέτει: «Είναι θα ομολογήσω πως είμαι αποφασισμένος νά μάθω τί συνέβη εκείνη τη νύχτα. Ο Μάντερσον είχε ανησυχήσει πολύ κατά τίς τελευταίες εβδομάδες». Σηκώθηκε καί έπιασε ένα βιβλίο από τό ράφι. Ήταν ένας παλιός τόμος πού ό Μάντερσον διάβαζε συχνά, καί μέσα του υπήρχε ένα σημείωμα γραμμένο βιαστικά. Η κυρία Μάντερσον μπήκε στό δωμάτιο ήρεμη αλλά χλωμή. Τούς χαιρέτησε καί κάθισε κοντά στό τζάκι, περιμένοντας νά ακούσει τί είχαν ανακαλύψει. —Τί νομίζετε ότι συνέβη, κύριε Τρέντ; ρώτησε ό Μάρλοου. Ο Τρέντ τόν κοίταξε σκεπτικός καί απάντησε πως όλα θα ξεκαθαρίσουν μόλις έχουμε στα χέρια μας τα στοιχεία. —Πρέπει νά ξαναδούμε τό δωμάτιο, είπε. Κάτι μου διέφυγε εκεί μέσα. Ο επιθεωρητής Μάρτσ συμφώνησε καί πήγαν μαζί. bbox=[597, 1632, 981, 2044]
crossword-cell bbox=[712, 1035, 732, 1055]
taxi-station-name: Συκεών bbox=[422, 1373, 458, 1384]
listing-detail: τηλ. 279-511: «Ανταποκριτής» bbox=[1026, 870, 1172, 881]
crossword-cell bbox=[692, 874, 712, 894]
poem-line: κάτω αυτές τής bbox=[422, 539, 499, 551]
listing-name: ΑΛΕΞΑΝΔΡΟΣ bbox=[989, 662, 1058, 674]
crossword-cell bbox=[712, 954, 732, 974]
table-row bbox=[422, 1315, 585, 1327]
taxi-station-name: Ελευθερίου bbox=[422, 1244, 476, 1256]
crossword-cell bbox=[752, 1035, 773, 1055]
article-paragraph: ΔΙΑΒΑΖΩ είς τήν «Ναυτική Ελλάς» ότι σεβαστός χρονογρά φος ένδιαφέρεται διά τήν ίστορίαν τής ναυτιλίας καί μάς πα ρουσιάζει τά άρχεία τών μακεδονικών λιμένων. bbox=[36, 531, 411, 568]
crossword-cell bbox=[773, 1015, 793, 1035]
article-paragraph: Τ ο ποσόν αύτών, τό λησμονημένο έπισημοποιημένο λόγω τής άστυ φιλίας, τής άνυποψίαστης, απομακρυσμένης καί μεταβαλλόμενης παλαιάς αύτών, καί μιας, κατά έτε γεύγει όπο τήν καθαρή έκ καλλιτεχνών. bbox=[36, 653, 411, 703]
section-head-shows: ΤΑ ΘΕΑΜΑΤΑ bbox=[989, 335, 1176, 363]
listing-name: ΑΒΑΝΑΝΤΑ bbox=[989, 1091, 1046, 1103]
crossword: 1 2 3 4 5 6 7 8 9 ΚΑΘΕΤΩΣ: 1. Πατρίς τού άρχαίου φιλοσόφου. 2. Αντιστρόφως, γυναικείον όνομα. 3. Γνωστό ζώον. 4. Σημείον προτάσεως. 5. Η ικαρία τής άρχαιότητος. 6. Καί ή αδελφή του. 7. Σημαίνει λεβέντη. 8. Αθλήματος ελαφρού. bbox=[597, 874, 981, 1056]
table-row bbox=[422, 1186, 585, 1198]
lecture-detail: Τήν Πέμπτη 6.30 μ.μ. bbox=[1416, 1071, 1514, 1082]
listing-detail: τηλ. 336-614: «Χωρίς αύριο» bbox=[1022, 1180, 1160, 1191]
list-item bbox=[989, 1012, 1176, 1023]
taxi-station-phone: 263-015 bbox=[549, 1398, 585, 1408]
listing-name: ΕΛΣΑ bbox=[989, 827, 1015, 839]
table-row bbox=[422, 1374, 585, 1385]
crossword-cell bbox=[773, 954, 793, 974]
crossword-cell bbox=[672, 974, 692, 994]
poem-line: ποιήσεως. bbox=[422, 551, 472, 563]
table-row bbox=[422, 1397, 585, 1408]
crossword-cell bbox=[773, 914, 793, 934]
crossword-cell bbox=[631, 1035, 652, 1055]
list-item bbox=[989, 1061, 1176, 1072]
table-row bbox=[422, 1233, 585, 1244]
listing-name: ΑΒΕΡΩΦ bbox=[989, 1076, 1032, 1088]
crossword-cell bbox=[732, 894, 752, 914]
taxi-phone-table bbox=[422, 1092, 585, 1455]
taxi-station-name: Καλαμαριάς bbox=[422, 1280, 480, 1291]
taxi-station-phone: 827-011 bbox=[549, 1409, 585, 1420]
listing-name: ΕΛΕΝΑ bbox=[989, 1180, 1023, 1191]
article-kicker: Προβλήματα τής εποχής μας bbox=[683, 184, 894, 202]
crossword-row bbox=[597, 974, 793, 994]
taxi-station-name: Αγίου Βασιλείου bbox=[422, 1127, 500, 1138]
cinema-list-second bbox=[989, 1061, 1176, 1264]
crossword-cell bbox=[652, 914, 672, 934]
list-item bbox=[989, 705, 1176, 728]
cinema-list bbox=[989, 609, 1176, 1039]
taxi-station-name: Σταυρουπόλεως bbox=[422, 1361, 497, 1373]
crossword-cell bbox=[692, 894, 712, 914]
crossword-cell bbox=[752, 934, 773, 954]
article-paragraph: Η ΠΑΓΚΟΣΜΙΟΣ όρεξις καί ή όψηλοί τιμαί άθηγησαν τό πα ρελθόν έτος μαζί μέ τάς όψηλάς τιμάς είς τήν πτώσιν τής παγ κοσμίου παραγωγής πετρελαίου κατά 6%. Η μεγαλυτέρα πτώ σις ένεφανίσθη είς τάς χώρας μέλη τού όργανισμού πετρελαιοπαρα γωγών χωρών, διότι είς αύτάς τάς χώρας, ή πτώσις έφθασε τό 13%. Επίσης, άπό όλας τάς χώρας έχουν άνάγκην νά συνεχίσουν διά τά σοβαρά επενδυτικά των προγράμματα. bbox=[36, 572, 411, 648]
poem-line: «από τό κάτω» bbox=[422, 467, 496, 478]
crossword-cell bbox=[773, 934, 793, 954]
